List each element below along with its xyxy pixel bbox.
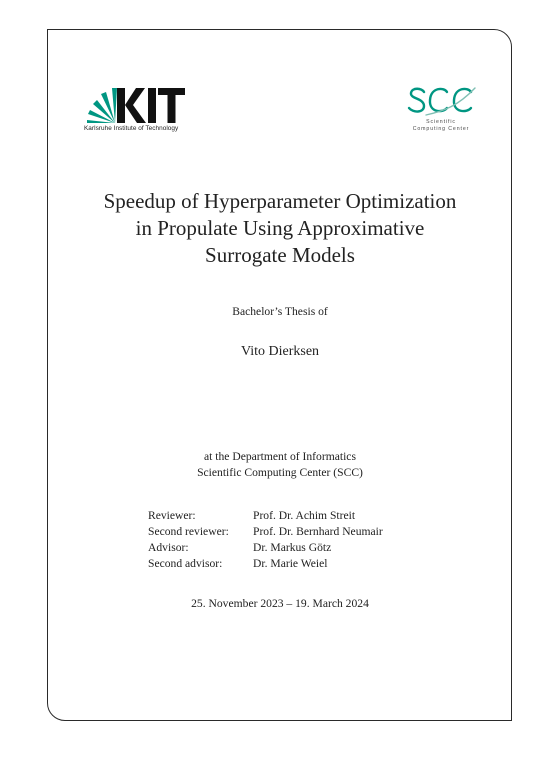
supervisor-row bbox=[148, 524, 383, 540]
supervisor-name: Dr. Markus Götz bbox=[253, 541, 332, 554]
title-line: Speedup of Hyperparameter Optimization bbox=[103, 189, 457, 213]
supervisor-row bbox=[148, 540, 383, 556]
thesis-type: Bachelor’s Thesis of bbox=[232, 305, 328, 318]
title-line: in Propulate Using Approximative bbox=[135, 216, 425, 240]
department bbox=[60, 449, 500, 481]
author-name: Vito Dierksen bbox=[240, 344, 320, 359]
title-line: Surrogate Models bbox=[205, 243, 355, 267]
supervisor-role: Second advisor: bbox=[148, 557, 223, 570]
thesis-title bbox=[60, 188, 500, 269]
supervisor-name: Prof. Dr. Achim Streit bbox=[253, 509, 356, 522]
supervisor-role: Second reviewer: bbox=[148, 525, 229, 538]
scc-caption-line1: Scientific bbox=[426, 119, 456, 125]
scc-logo bbox=[406, 84, 478, 120]
supervisor-role: Advisor: bbox=[148, 541, 189, 554]
supervisor-row bbox=[148, 556, 383, 572]
thesis-dates: 25. November 2023 – 19. March 2024 bbox=[191, 597, 369, 610]
supervisor-name: Dr. Marie Weiel bbox=[253, 557, 328, 570]
scc-caption-line2: Computing Center bbox=[412, 126, 470, 132]
supervisor-name: Prof. Dr. Bernhard Neumair bbox=[253, 525, 383, 538]
kit-fan-icon bbox=[87, 88, 117, 123]
supervisor-row bbox=[148, 508, 383, 524]
supervisors-list bbox=[148, 508, 383, 572]
supervisor-role: Reviewer: bbox=[148, 509, 196, 522]
kit-caption: Karlsruhe Institute of Technology bbox=[84, 125, 179, 132]
department-line: at the Department of Informatics bbox=[204, 450, 356, 463]
department-line: Scientific Computing Center (SCC) bbox=[197, 466, 363, 479]
kit-letters bbox=[117, 88, 185, 123]
